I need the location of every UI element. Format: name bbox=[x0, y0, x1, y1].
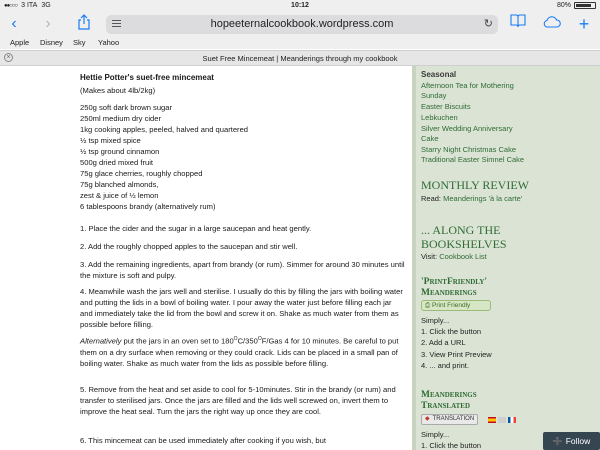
step-2: 2. Add the roughly chopped apples to the saucepan and stir well. bbox=[80, 242, 298, 251]
pf-step: Simply... bbox=[421, 316, 450, 325]
seasonal-link[interactable]: Sunday bbox=[421, 91, 447, 100]
printer-icon: ⎙ bbox=[425, 302, 433, 309]
seasonal-link[interactable]: Easter Biscuits bbox=[421, 102, 471, 111]
post-content bbox=[68, 66, 412, 450]
sidebar-panel bbox=[416, 66, 600, 450]
translation-button[interactable]: ◆ TRANSLATION bbox=[421, 414, 478, 425]
translated-title-line2: Translated bbox=[421, 401, 470, 411]
ingredient: 1kg cooking apples, peeled, halved and quartered bbox=[80, 125, 249, 134]
step-6: 6. This mincemeat can be used immediately after cooking if you wish, but bbox=[80, 436, 326, 445]
network-type: 3G bbox=[41, 2, 51, 9]
ingredient: 250ml medium dry cider bbox=[80, 114, 162, 123]
bookmarks-bar bbox=[0, 36, 600, 49]
translation-icon: ◆ bbox=[425, 416, 430, 422]
step-4: 4. Meanwhile wash the jars well and sterilise. I usually do this by filling the jars with boiling water and putting the lids in a bowl of boiling water. I pour away the water just before filling each jar and immediately take the lid from the bowl and screw it on. Shake as much water from them as possible before filling. bbox=[80, 287, 403, 330]
read-link[interactable]: Meanderings 'à la carte' bbox=[443, 194, 523, 203]
french-flag-icon[interactable] bbox=[508, 417, 516, 423]
clock: 10:12 bbox=[291, 2, 309, 9]
bookmark-apple[interactable]: Apple bbox=[10, 38, 30, 47]
seasonal-link[interactable]: Silver Wedding Anniversary bbox=[421, 124, 513, 133]
page-margin bbox=[0, 66, 68, 450]
read-line: Read: Meanderings 'à la carte' bbox=[421, 194, 523, 203]
ingredient: 500g dried mixed fruit bbox=[80, 158, 154, 167]
seasonal-link[interactable]: Starry Night Christmas Cake bbox=[421, 145, 517, 154]
bookmarks-icon[interactable] bbox=[508, 14, 528, 34]
carrier: 3 ITA bbox=[21, 2, 38, 9]
seasonal-link[interactable]: Lebkuchen bbox=[421, 113, 458, 122]
ingredient: ½ tsp ground cinnamon bbox=[80, 147, 160, 156]
step-5: 5. Remove from the heat and set aside to cool for 5-10minutes. Stir in the brandy (or rum) and transfer to sterilised jars. Once the jars are filled and the lids well screwed on, invert them to improve the heat seal. Turn the jars the right way up once they are cool. bbox=[80, 385, 396, 417]
print-friendly-button[interactable]: ⎙ Print Friendly bbox=[421, 300, 491, 311]
step-3: 3. Add the remaining ingredients, apart from brandy (or rum). Simmer for around 30 minutes until the mixture is soft and pulpy. bbox=[80, 260, 405, 281]
tr-step: Simply... bbox=[421, 430, 450, 439]
cloud-icon[interactable] bbox=[542, 14, 562, 34]
spanish-flag-icon[interactable] bbox=[488, 417, 496, 423]
tab-title[interactable]: Suet Free Mincemeat | Meanderings through my cookbook bbox=[202, 54, 398, 63]
seasonal-link[interactable]: Cake bbox=[421, 134, 439, 143]
printfriendly-title-line1: 'PrintFriendly' bbox=[421, 277, 488, 287]
status-right bbox=[557, 2, 596, 9]
german-flag-icon[interactable] bbox=[498, 417, 506, 423]
follow-icon: ➕ bbox=[552, 436, 563, 446]
status-bar bbox=[0, 0, 600, 12]
printfriendly-title-line2: Meanderings bbox=[421, 288, 477, 298]
step-4-alternative: Alternatively put the jars in an oven set to $180^OC/350^OF$/Gas 4 for 10 minutes. Be careful to put them on a dry surface when removing or they could crack. Lids can be placed in a small pan of boiling water. Shake as much water from the lids as possible before filling. bbox=[80, 336, 399, 368]
visit-link[interactable]: Cookbook List bbox=[439, 252, 487, 261]
close-tab-icon[interactable]: × bbox=[4, 53, 13, 62]
seasonal-link[interactable]: Traditional Easter Simnel Cake bbox=[421, 155, 525, 164]
visit-line: Visit: Cookbook List bbox=[421, 252, 487, 261]
tab-bar bbox=[0, 50, 600, 66]
seasonal-link[interactable]: Afternoon Tea for Mothering bbox=[421, 81, 514, 90]
seasonal-heading: Seasonal bbox=[421, 70, 457, 79]
bookmark-yahoo[interactable]: Yahoo bbox=[98, 38, 120, 47]
address-bar[interactable] bbox=[106, 15, 498, 34]
step-1: 1. Place the cider and the sugar in a large saucepan and heat gently. bbox=[80, 224, 312, 233]
ingredient: 6 tablespoons brandy (alternatively rum) bbox=[80, 202, 216, 211]
bookmark-sky[interactable]: Sky bbox=[73, 38, 86, 47]
alternative-lead: Alternatively bbox=[80, 336, 122, 346]
follow-button[interactable]: ➕ Follow bbox=[543, 432, 600, 450]
ingredient: 75g blanched almonds, bbox=[80, 180, 159, 189]
monthly-review-title: MONTHLY REVIEW bbox=[421, 178, 529, 192]
pf-step: 4. ... and print. bbox=[421, 361, 469, 370]
sidebar bbox=[412, 66, 600, 450]
battery-icon bbox=[574, 2, 596, 9]
signal-icon: ●●○○○ bbox=[4, 2, 18, 9]
shelves-title-line1: ... ALONG THE bbox=[421, 223, 501, 237]
new-tab-icon[interactable]: + bbox=[578, 14, 590, 34]
shelves-title-line2: BOOKSHELVES bbox=[421, 237, 507, 251]
tr-step: 1. Click the button bbox=[421, 441, 482, 450]
translated-title-line1: Meanderings bbox=[421, 390, 477, 400]
ingredient: ½ tsp mixed spice bbox=[80, 136, 141, 145]
recipe-title: Hettie Potter's suet-free mincemeat bbox=[80, 73, 214, 82]
web-page bbox=[0, 66, 600, 450]
ingredient: 75g glace cherries, roughly chopped bbox=[80, 169, 203, 178]
ingredient: 250g soft dark brown sugar bbox=[80, 103, 173, 112]
browser-toolbar bbox=[0, 12, 600, 36]
ingredient: zest & juice of ½ lemon bbox=[80, 191, 159, 200]
forward-icon[interactable]: › bbox=[45, 15, 51, 32]
pf-step: 1. Click the button bbox=[421, 327, 482, 336]
pf-step: 3. View Print Preview bbox=[421, 350, 492, 359]
bookmark-disney[interactable]: Disney bbox=[40, 38, 63, 47]
battery-percent: 80% bbox=[556, 2, 571, 9]
reload-icon[interactable]: ↻ bbox=[483, 18, 493, 30]
recipe-yield: (Makes about 4lb/2kg) bbox=[80, 86, 156, 95]
share-icon[interactable] bbox=[74, 14, 94, 34]
pf-step: 2. Add a URL bbox=[421, 338, 466, 347]
url-text[interactable]: hopeeternalcookbook.wordpress.com bbox=[210, 18, 394, 30]
back-icon[interactable]: ‹ bbox=[11, 15, 17, 32]
